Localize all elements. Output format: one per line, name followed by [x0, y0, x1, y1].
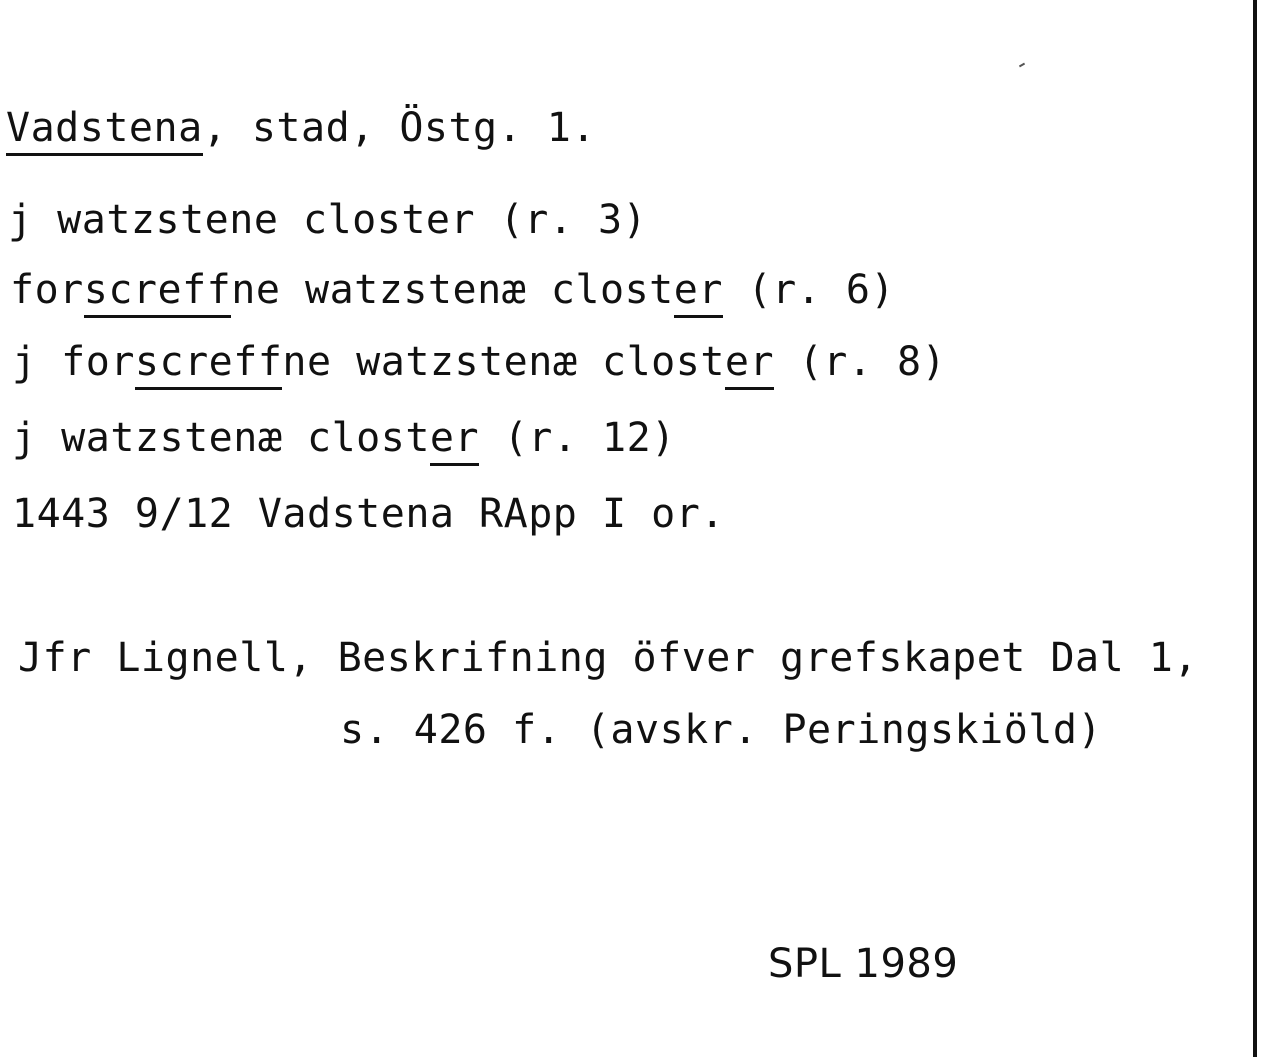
entry-line-r12 [12, 414, 676, 462]
entry-ref: (r. 6) [722, 267, 895, 313]
source-line: 1443 9/12 Vadstena RApp I or. [12, 491, 725, 537]
entry-text-mid: ne watzstenæ clost [231, 267, 674, 313]
reference-line-2: s. 426 f. (avskr. Peringskiöld) [340, 707, 1103, 753]
place-name: Vadstena [6, 105, 203, 156]
entry-text-pre: for [10, 267, 84, 313]
entry-line-r6 [10, 266, 895, 314]
entry-text-pre: j watzstenæ clost [12, 415, 430, 461]
entry-text-pre: j for [12, 339, 135, 385]
entry-text: j watzstene closter [8, 197, 500, 243]
entry-text-underlined-ending: er [430, 415, 479, 466]
entry-text-underlined: screff [135, 339, 283, 390]
reference-line-1: Jfr Lignell, Beskrifning öfver grefskapet Dal 1, [18, 635, 1198, 681]
card-right-border [1253, 0, 1257, 1057]
entry-text-underlined: screff [84, 267, 232, 318]
paper-speck [1019, 63, 1025, 68]
heading-line [6, 104, 596, 152]
entry-text-mid: ne watzstenæ clost [282, 339, 725, 385]
entry-ref: (r. 8) [774, 339, 947, 385]
entry-text-underlined-ending: er [674, 267, 723, 318]
place-description: , stad, Östg. 1. [202, 105, 596, 151]
entry-text-underlined-ending: er [725, 339, 774, 390]
entry-ref: (r. 12) [479, 415, 676, 461]
entry-line-r3 [8, 196, 647, 244]
entry-ref: (r. 3) [499, 197, 648, 243]
entry-line-r8 [12, 338, 946, 386]
signature: SPL 1989 [768, 941, 959, 987]
